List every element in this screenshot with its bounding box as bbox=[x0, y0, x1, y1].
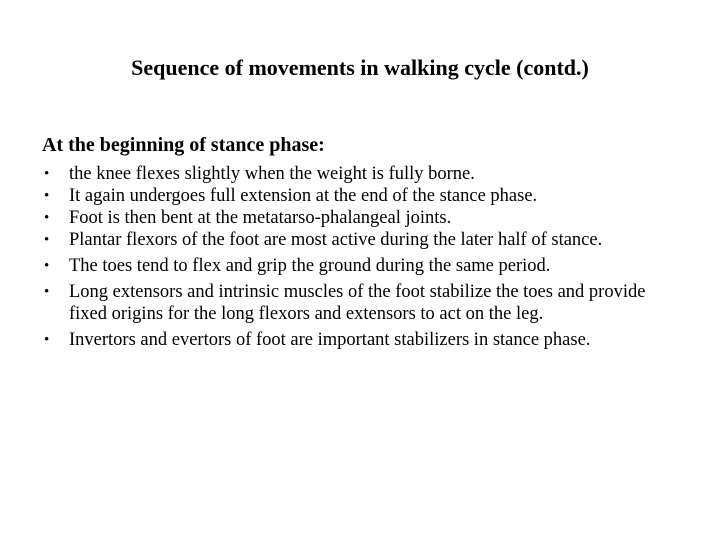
list-item bbox=[0, 229, 720, 251]
bullet-icon: • bbox=[44, 210, 50, 226]
slide-title: Sequence of movements in walking cycle (contd.) bbox=[131, 55, 589, 80]
list-item bbox=[0, 163, 720, 185]
bullet-icon: • bbox=[44, 166, 50, 182]
bullet-icon: • bbox=[44, 188, 50, 204]
list-item bbox=[0, 207, 720, 229]
bullet-text: Invertors and evertors of foot are important stabilizers in stance phase. bbox=[69, 330, 591, 350]
bullet-text: the knee flexes slightly when the weight is fully borne. bbox=[69, 164, 475, 184]
bullet-icon: • bbox=[44, 258, 50, 274]
bullet-icon: • bbox=[44, 232, 50, 248]
bullet-text: The toes tend to flex and grip the ground during the same period. bbox=[69, 256, 551, 276]
list-item bbox=[0, 281, 720, 325]
list-item bbox=[0, 329, 720, 351]
bullet-text: It again undergoes full extension at the end of the stance phase. bbox=[69, 186, 538, 206]
list-item bbox=[0, 255, 720, 277]
bullet-list bbox=[0, 163, 720, 352]
bullet-icon: • bbox=[44, 284, 50, 300]
bullet-text: Foot is then bent at the metatarso-phalangeal joints. bbox=[69, 208, 452, 228]
bullet-text: Plantar flexors of the foot are most active during the later half of stance. bbox=[69, 230, 603, 250]
bullet-text: Long extensors and intrinsic muscles of the foot stabilize the toes and provide fixed origins for the long flexors and extensors to act on the leg. bbox=[69, 282, 646, 324]
list-item bbox=[0, 185, 720, 207]
bullet-icon: • bbox=[44, 332, 50, 348]
section-heading: At the beginning of stance phase: bbox=[42, 134, 325, 156]
